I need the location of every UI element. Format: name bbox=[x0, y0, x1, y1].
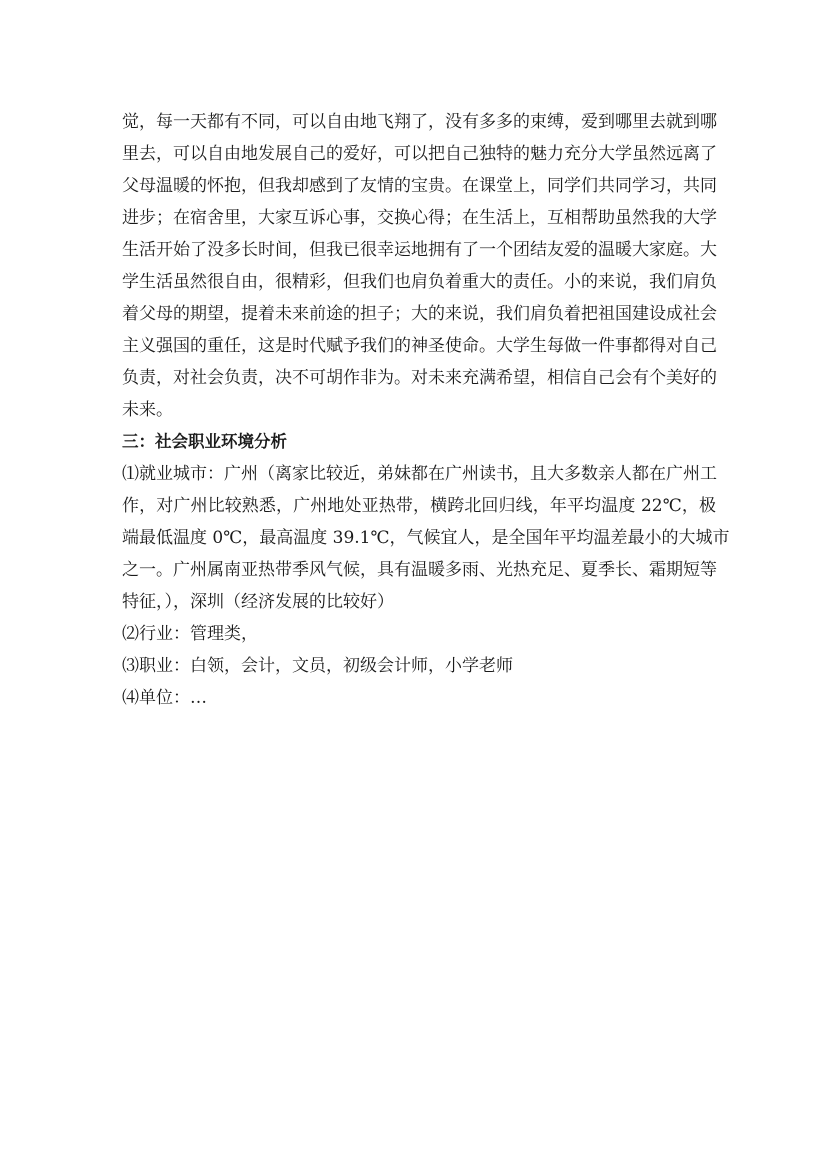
text-line: 负责，对社会负责，决不可胡作非为。对未来充满希望，相信自己会有个美好的 bbox=[122, 368, 717, 388]
item-employment-city bbox=[122, 458, 730, 618]
text-line: 着父母的期望，提着未来前途的担子；大的来说，我们肩负着把祖国建设成社会 bbox=[122, 304, 717, 324]
item-employer: ⑷单位：… bbox=[122, 688, 207, 708]
text-line: 进步；在宿舍里，大家互诉心事，交换心得；在生活上，互相帮助虽然我的大学 bbox=[122, 208, 717, 228]
text-line: 里去，可以自由地发展自己的爱好，可以把自己独特的魅力充分大学虽然远离了 bbox=[122, 144, 717, 164]
item-industry: ⑵行业：管理类， bbox=[122, 624, 258, 644]
text-line: 未来。 bbox=[122, 400, 173, 420]
text-line: ⑴就业城市：广州（离家比较近，弟妹都在广州读书，且大多数亲人都在广州工 bbox=[122, 464, 717, 484]
text-line: 特征，），深圳（经济发展的比较好） bbox=[122, 592, 394, 612]
text-line: 生活开始了没多长时间，但我已很幸运地拥有了一个团结友爱的温暖大家庭。大 bbox=[122, 240, 717, 260]
text-line: 之一。广州属南亚热带季风气候，具有温暖多雨、光热充足、夏季长、霜期短等 bbox=[122, 560, 717, 580]
paragraph-college-life bbox=[122, 106, 716, 426]
section-heading: 三：社会职业环境分析 bbox=[122, 432, 287, 451]
text-line: 端最低温度 0℃，最高温度 39.1℃，气候宜人，是全国年平均温差最小的大城市 bbox=[122, 528, 730, 548]
text-line: 主义强国的重任，这是时代赋予我们的神圣使命。大学生每做一件事都得对自己 bbox=[122, 336, 717, 356]
text-line: 作，对广州比较熟悉，广州地处亚热带，横跨北回归线，年平均温度 22℃，极 bbox=[122, 496, 716, 516]
item-occupation: ⑶职业：白领，会计，文员，初级会计师，小学老师 bbox=[122, 656, 513, 676]
text-line: 父母温暖的怀抱，但我却感到了友情的宝贵。在课堂上，同学们共同学习，共同 bbox=[122, 176, 717, 196]
document-page bbox=[122, 106, 730, 714]
text-line: 觉，每一天都有不同，可以自由地飞翔了，没有多多的束缚，爱到哪里去就到哪 bbox=[122, 112, 717, 132]
text-line: 学生活虽然很自由，很精彩，但我们也肩负着重大的责任。小的来说，我们肩负 bbox=[122, 272, 717, 292]
